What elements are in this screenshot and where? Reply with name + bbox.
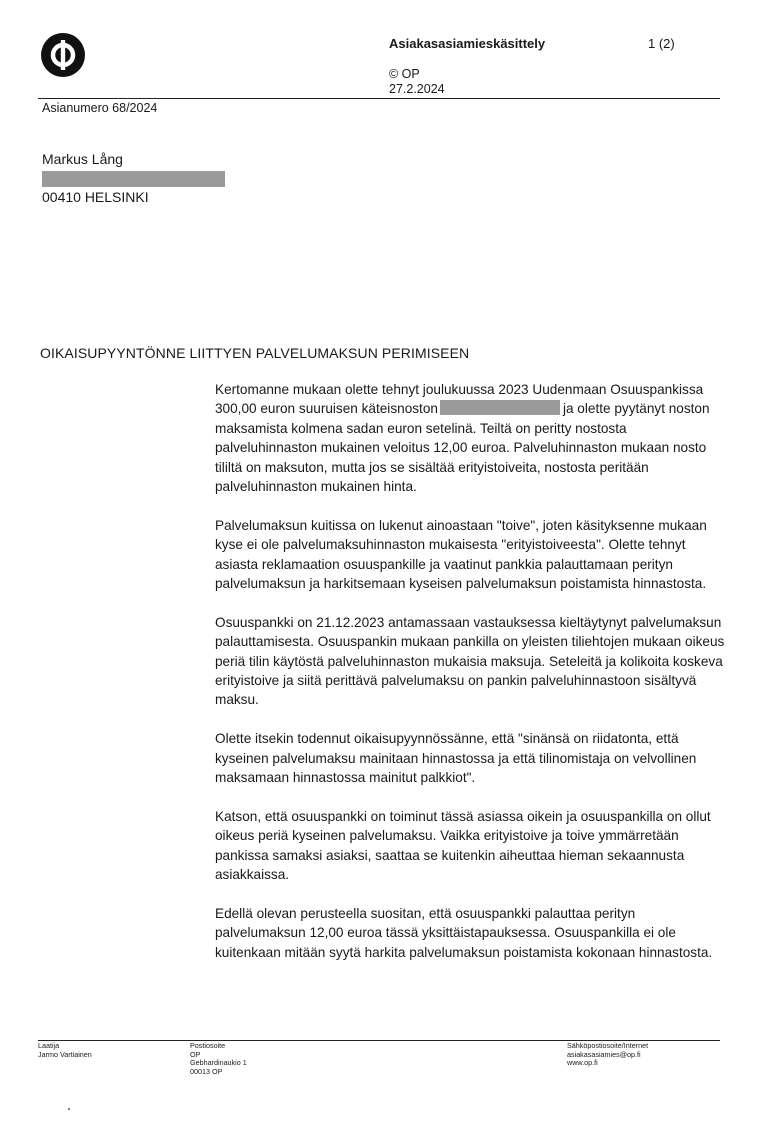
footer-postal-address: Postiosoite OP Gebhardinaukio 1 00013 OP (190, 1041, 247, 1076)
document-type: Asiakasasiamieskäsittely (389, 36, 546, 51)
paragraph-2: Palvelumaksun kuitissa on lukenut ainoastaan "toive", joten käsityksenne mukaan kyse ei ole palvelumaksuhinnaston mukaisesta "erityistoiveesta". Olette tehnyt asiasta reklamaation osuuspankille ja vaatinut pankkia palauttamaan perityn palvelumaksun ja harkitsemaan kyseisen palvelumaksun poistamista hinnastosta. (215, 517, 707, 592)
footer-website[interactable]: www.op.fi (567, 1058, 598, 1068)
header-divider (38, 98, 720, 99)
redaction-bar (42, 171, 225, 187)
recipient-name: Markus Lång (42, 151, 123, 167)
redaction-bar (440, 400, 560, 415)
op-logo (41, 33, 85, 77)
paragraph-5: Katson, että osuuspankki on toiminut tässä asiassa oikein ja osuuspankilla on ollut oikeus periä kyseinen palvelumaksu. Vaikka erityistoive ja toive ymmärretään pankissa samaksi asiaksi, saattaa se kuitenkin aiheuttaa hieman sekaannusta asiakkaissa. (215, 808, 711, 883)
footer-preparer: Laatija Jarmo Vartiainen (38, 1041, 92, 1059)
document-date: 27.2.2024 (389, 82, 445, 96)
page-number: 1 (2) (648, 36, 675, 51)
case-number: Asianumero 68/2024 (42, 101, 158, 115)
paragraph-6: Edellä olevan perusteella suositan, että osuuspankki palauttaa perityn palvelumaksun 12,00 euroa tässä yksittäistapauksessa. Osuuspankilla ei ole kuitenkaan mitään syytä harkita palvelumaksun poistamista kokonaan hinnastosta. (215, 905, 713, 960)
scan-speck (68, 1108, 70, 1110)
copyright: © OP (389, 67, 420, 81)
footer-email[interactable]: asiakasasiamies@op.fi (567, 1049, 641, 1059)
paragraph-4: Olette itsekin todennut oikaisupyynnössänne, että "sinänsä on riidatonta, että kyseinen palvelumaksu mainitaan hinnastossa ja että tilinomistaja on velvollinen maksamaan hinnastossa mainitut palkkiot". (215, 731, 697, 786)
paragraph-1: Kertomanne mukaan olette tehnyt joulukuussa 2023 Uudenmaan Osuuspankissa 300,00 euron suuruisen käteisnoston ja olette pyytänyt noston maksamista kolmena sadan euron setelinä. Teiltä on peritty nostosta palveluhinnaston mukainen veloitus 12,00 euroa. Palveluhinnaston mukaan nosto tililtä on maksuton, mutta jos se sisältää erityistoiveita, nostosta peritään palveluhinnaston mukainen hinta. (215, 382, 710, 495)
footer-contact: Sähköpostiosoite/Internet asiakasasiamies@op.fi www.op.fi (567, 1041, 649, 1068)
paragraph-3: Osuuspankki on 21.12.2023 antamassaan vastauksessa kieltäytynyt palvelumaksun palauttamisesta. Osuuspankin mukaan pankilla on yleisten tiliehtojen mukaan oikeus periä tilin käytöstä palveluhinnaston mukaisia maksuja. Seteleitä ja kolikoita koskeva erityistoive ja siitä perittävä palvelumaksu on pankin palveluhinnastoon sisältyvä maksu. (215, 614, 725, 708)
recipient-street-redacted (42, 169, 225, 188)
recipient-postal: 00410 HELSINKI (42, 189, 149, 205)
letter-subject: OIKAISUPYYNTÖNNE LIITTYEN PALVELUMAKSUN PERIMISEEN (40, 345, 470, 361)
recipient-address (42, 150, 225, 207)
letter-body (215, 380, 725, 982)
